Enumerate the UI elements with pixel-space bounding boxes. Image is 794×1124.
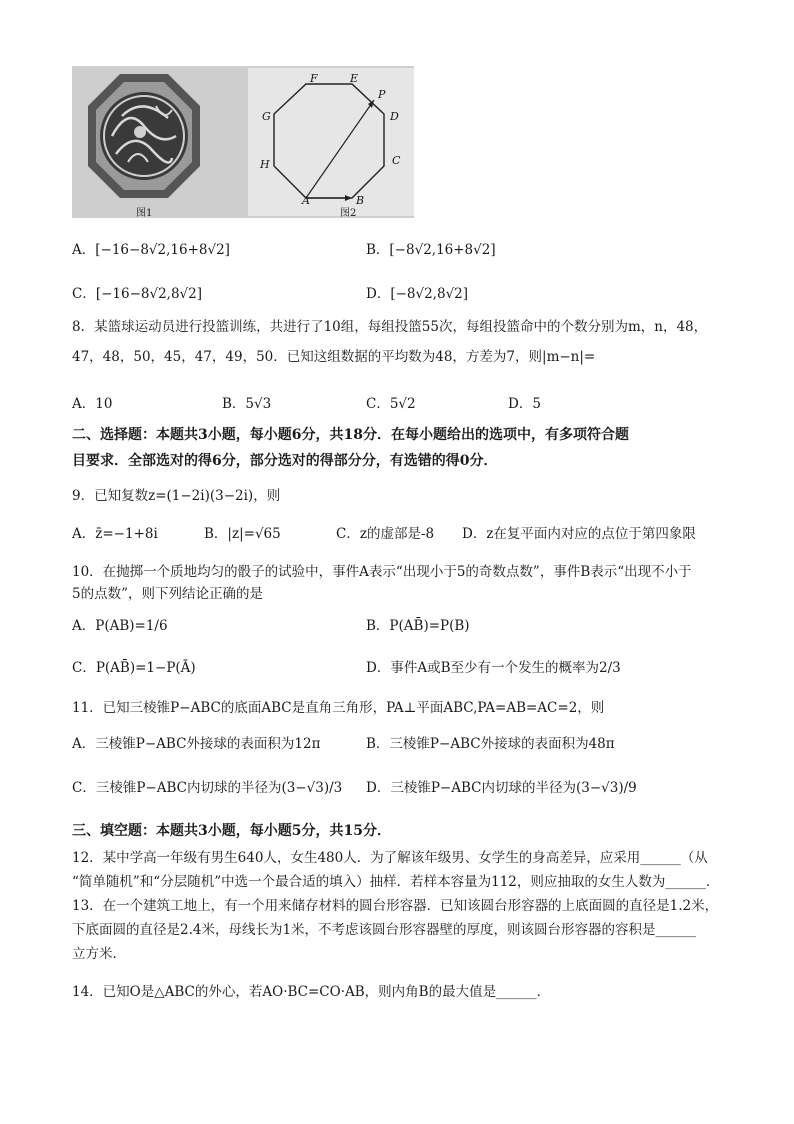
octagon-diagram <box>260 70 410 216</box>
label-d: D <box>390 110 399 123</box>
q13-line3: 立方米． <box>72 946 126 962</box>
caption-fig2: 图2 <box>340 208 357 218</box>
q11-stem: 11．已知三棱锥P−ABC的底面ABC是直角三角形，PA⊥平面ABC,PA=AB=AC=2，则 <box>72 700 605 716</box>
octagon-shape <box>274 84 384 198</box>
q10-option-b[interactable]: B．P(AB̄)=P(B) <box>366 618 470 634</box>
q10-stem-line2: 5的点数”，则下列结论正确的是 <box>72 586 263 602</box>
q13-line2: 下底面圆的直径是2.4米，母线长为1米，不考虑该圆台形容器壁的厚度，则该圆台形容器的容积是______ <box>72 922 697 938</box>
q12-line1: 12．某中学高一年级有男生640人，女生480人．为了解该年级男、女学生的身高差异，应采用______（从 <box>72 850 708 866</box>
label-g: G <box>262 110 271 123</box>
q11-option-b[interactable]: B．三棱锥P−ABC外接球的表面积为48π <box>366 736 615 752</box>
q9-option-a[interactable]: A．z̄=−1+8i <box>72 526 158 542</box>
label-f: F <box>310 72 318 85</box>
q7-option-d[interactable]: D．[−8√2,8√2] <box>366 286 469 302</box>
label-a: A <box>302 194 310 207</box>
section2-heading-line1: 二、选择题：本题共3小题，每小题6分，共18分．在每小题给出的选项中，有多项符合题 <box>72 427 629 443</box>
label-h: H <box>260 158 270 171</box>
q10-option-d[interactable]: D．事件A或B至少有一个发生的概率为2/3 <box>366 660 621 676</box>
q7-option-a[interactable]: A．[−16−8√2,16+8√2] <box>72 242 230 258</box>
label-b: B <box>356 194 365 207</box>
q8-stem-line2: 47，48，50，45，47，49，50．已知这组数据的平均数为48，方差为7，则|m−n|= <box>72 349 596 365</box>
q8-option-b[interactable]: B．5√3 <box>222 396 272 412</box>
q7-option-c[interactable]: C．[−16−8√2,8√2] <box>72 286 203 302</box>
q12-line2: “简单随机”和“分层随机”中选一个最合适的填入）抽样．若样本容量为112，则应抽取的女生人数为______． <box>72 874 720 890</box>
q10-option-c[interactable]: C．P(AB̄)=1−P(Ā) <box>72 660 196 676</box>
label-p: P <box>378 88 386 101</box>
q9-option-c[interactable]: C．z的虚部是-8 <box>336 526 435 542</box>
q11-option-a[interactable]: A．三棱锥P−ABC外接球的表面积为12π <box>72 736 321 752</box>
q14-stem: 14．已知O是△ABC的外心，若AO·BC=CO·AB，则内角B的最大值是______． <box>72 984 551 1000</box>
q8-option-d[interactable]: D．5 <box>508 396 541 412</box>
section2-heading-line2: 目要求．全部选对的得6分，部分选对的得部分分，有选错的得0分． <box>72 453 498 469</box>
q11-option-d[interactable]: D．三棱锥P−ABC内切球的半径为(3−√3)/9 <box>366 780 637 796</box>
q9-option-d[interactable]: D．z在复平面内对应的点位于第四象限 <box>462 526 696 542</box>
q10-stem-line1: 10．在抛掷一个质地均匀的骰子的试验中，事件A表示“出现小于5的奇数点数”，事件B表示“出现不小于 <box>72 564 692 580</box>
section3-heading: 三、填空题：本题共3小题，每小题5分，共15分． <box>72 823 391 839</box>
caption-fig1: 图1 <box>136 208 153 218</box>
q9-stem: 9．已知复数z=(1−2i)(3−2i)，则 <box>72 488 281 504</box>
q13-line1: 13．在一个建筑工地上，有一个用来储存材料的圆台形容器．已知该圆台形容器的上底面圆的直径是1.2米， <box>72 898 719 914</box>
q9-option-b[interactable]: B．|z|=√65 <box>204 526 281 542</box>
label-c: C <box>392 154 401 167</box>
q8-option-a[interactable]: A．10 <box>72 396 113 412</box>
q11-option-c[interactable]: C．三棱锥P−ABC内切球的半径为(3−√3)/3 <box>72 780 343 796</box>
figure-photo <box>72 66 414 218</box>
vector-ap <box>306 100 374 198</box>
q10-option-a[interactable]: A．P(AB)=1/6 <box>72 618 168 634</box>
q8-stem-line1: 8．某篮球运动员进行投篮训练，共进行了10组，每组投篮55次，每组投篮命中的个数分别为m，n，48， <box>72 319 708 335</box>
label-e: E <box>350 72 359 85</box>
q8-option-c[interactable]: C．5√2 <box>366 396 416 412</box>
q7-option-b[interactable]: B．[−8√2,16+8√2] <box>366 242 496 258</box>
